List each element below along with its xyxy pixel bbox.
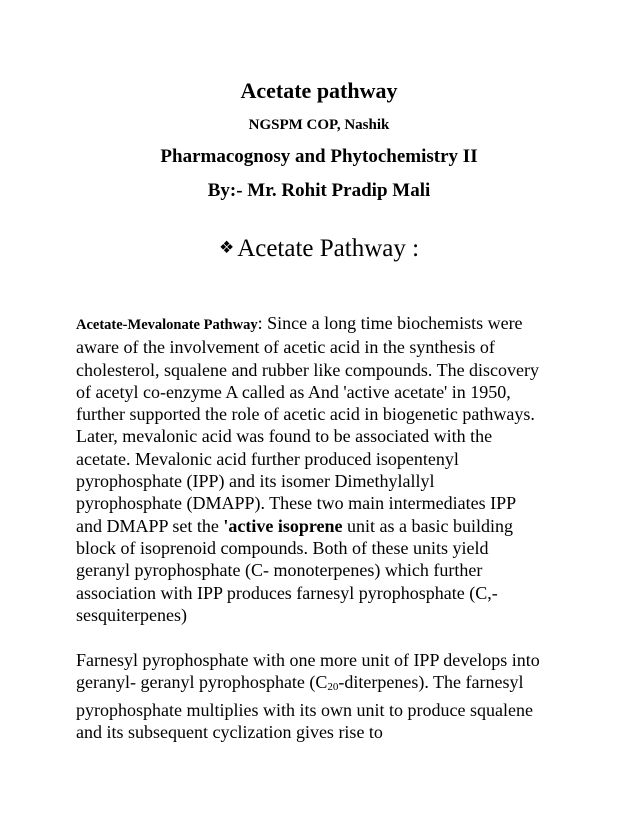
lead-colon: : <box>257 313 263 333</box>
paragraph-farnesyl <box>76 649 568 743</box>
paragraph-line: cholesterol, squalene and rubber like compounds. The discovery <box>76 359 540 380</box>
line-text: Since a long time biochemists were <box>262 313 523 333</box>
paragraph-line: Later, mevalonic acid was found to be associated with the <box>76 426 493 447</box>
paragraph-line: pyrophosphate multiplies with its own unit to produce squalene <box>76 699 533 720</box>
paragraph-line: geranyl pyrophosphate (C- monoterpenes) which further <box>76 560 483 581</box>
bold-term: 'active isoprene <box>223 515 343 536</box>
line-text: and DMAPP set the <box>76 515 224 536</box>
subject-name: Pharmacognosy and Phytochemistry II <box>160 146 478 167</box>
paragraph-line: association with IPP produces farnesyl pyrophosphate (C,- <box>76 582 498 603</box>
paragraph-line: pyrophosphate (DMAPP). These two main intermediates IPP <box>76 493 517 514</box>
paragraph-line: of acetyl co-enzyme A called as And 'active acetate' in 1950, <box>76 381 511 402</box>
author-line: By:- Mr. Rohit Pradip Mali <box>207 180 431 201</box>
paragraph-line: and its subsequent cyclization gives rise to <box>76 721 383 742</box>
subscript: 20 <box>327 681 339 694</box>
line-text: geranyl- geranyl pyrophosphate (C <box>76 672 328 693</box>
paragraph-line <box>76 515 568 537</box>
paragraph-acetate-mevalonate <box>76 312 568 626</box>
section-heading-text: Acetate Pathway : <box>237 235 420 262</box>
section-heading <box>0 235 638 263</box>
diamond-bullet-icon: ❖ <box>218 238 235 258</box>
paragraph-line <box>76 671 568 698</box>
document-title: Acetate pathway <box>240 78 398 103</box>
paragraph-line: further supported the role of acetic acid in biogenetic pathways. <box>76 404 535 425</box>
paragraph-line: sesquiterpenes) <box>76 604 187 625</box>
college-name: NGSPM COP, Nashik <box>248 117 390 133</box>
lead-term: Acetate-Mevalonate Pathway <box>76 317 258 333</box>
paragraph-line: block of isoprenoid compounds. Both of these units yield <box>76 537 489 558</box>
paragraph-line: pyrophosphate (IPP) and its isomer Dimethylallyl <box>76 471 435 492</box>
line-text: -diterpenes). The farnesyl <box>338 672 524 693</box>
paragraph-line: aware of the involvement of acetic acid in the synthesis of <box>76 337 495 358</box>
line-text: unit as a basic building <box>342 515 513 536</box>
paragraph-line <box>76 312 568 336</box>
paragraph-line: Farnesyl pyrophosphate with one more unit of IPP develops into <box>76 650 540 670</box>
paragraph-line: acetate. Mevalonic acid further produced isopentenyl <box>76 448 459 469</box>
